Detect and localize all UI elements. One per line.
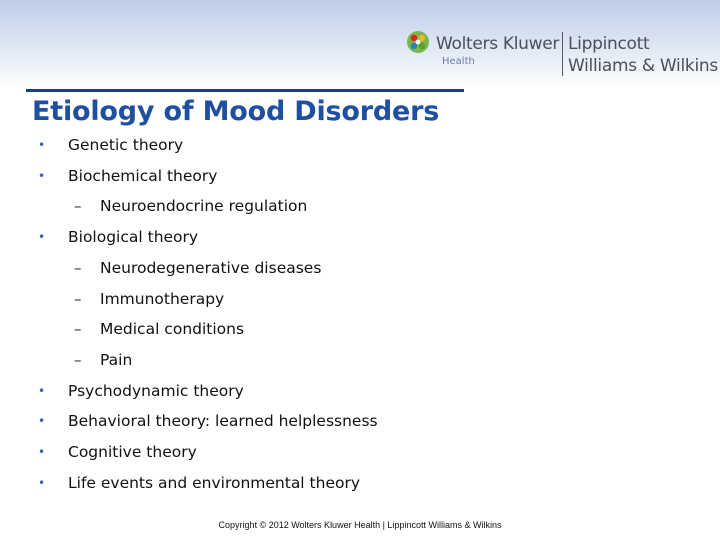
bullet-text: Biochemical theory xyxy=(68,166,218,185)
dash-marker: – xyxy=(74,350,82,369)
bullet-marker: • xyxy=(38,445,46,459)
logo-publisher-name: Wolters Kluwer xyxy=(436,34,560,54)
bullet-text: Cognitive theory xyxy=(68,443,197,461)
dash-marker: – xyxy=(74,320,82,339)
bullet-text: Behavioral theory: learned helplessness xyxy=(68,412,378,431)
bullet-text: Pain xyxy=(100,350,133,369)
bullet-marker: • xyxy=(38,138,46,152)
logo-imprint-line2: Williams & Wilkins xyxy=(568,56,718,76)
bullet-text: Immunotherapy xyxy=(100,289,225,308)
bullet-text: Neurodegenerative diseases xyxy=(100,258,322,277)
dash-marker: – xyxy=(74,289,82,308)
bullet-text: Medical conditions xyxy=(100,320,245,339)
copyright-footer: Copyright © 2012 Wolters Kluwer Health | Lippincott Williams & Wilkins xyxy=(218,520,502,530)
bullet-text: Psychodynamic theory xyxy=(68,381,244,400)
bullet-marker: • xyxy=(38,168,46,183)
dash-marker: – xyxy=(74,258,82,277)
bullet-text: Life events and environmental theory xyxy=(68,473,361,492)
logo-imprint-line1: Lippincott xyxy=(568,34,650,54)
bullet-text: Neuroendocrine regulation xyxy=(100,197,308,216)
bullet-text: Genetic theory xyxy=(68,136,184,154)
bullet-text: Biological theory xyxy=(68,228,199,247)
bullet-marker: • xyxy=(38,383,46,398)
bullet-marker: • xyxy=(38,414,46,429)
bullet-marker: • xyxy=(38,475,46,490)
bullet-marker: • xyxy=(38,230,46,245)
logo-division: Health xyxy=(442,56,475,67)
slide-title: Etiology of Mood Disorders xyxy=(32,96,440,127)
dash-marker: – xyxy=(74,197,82,216)
